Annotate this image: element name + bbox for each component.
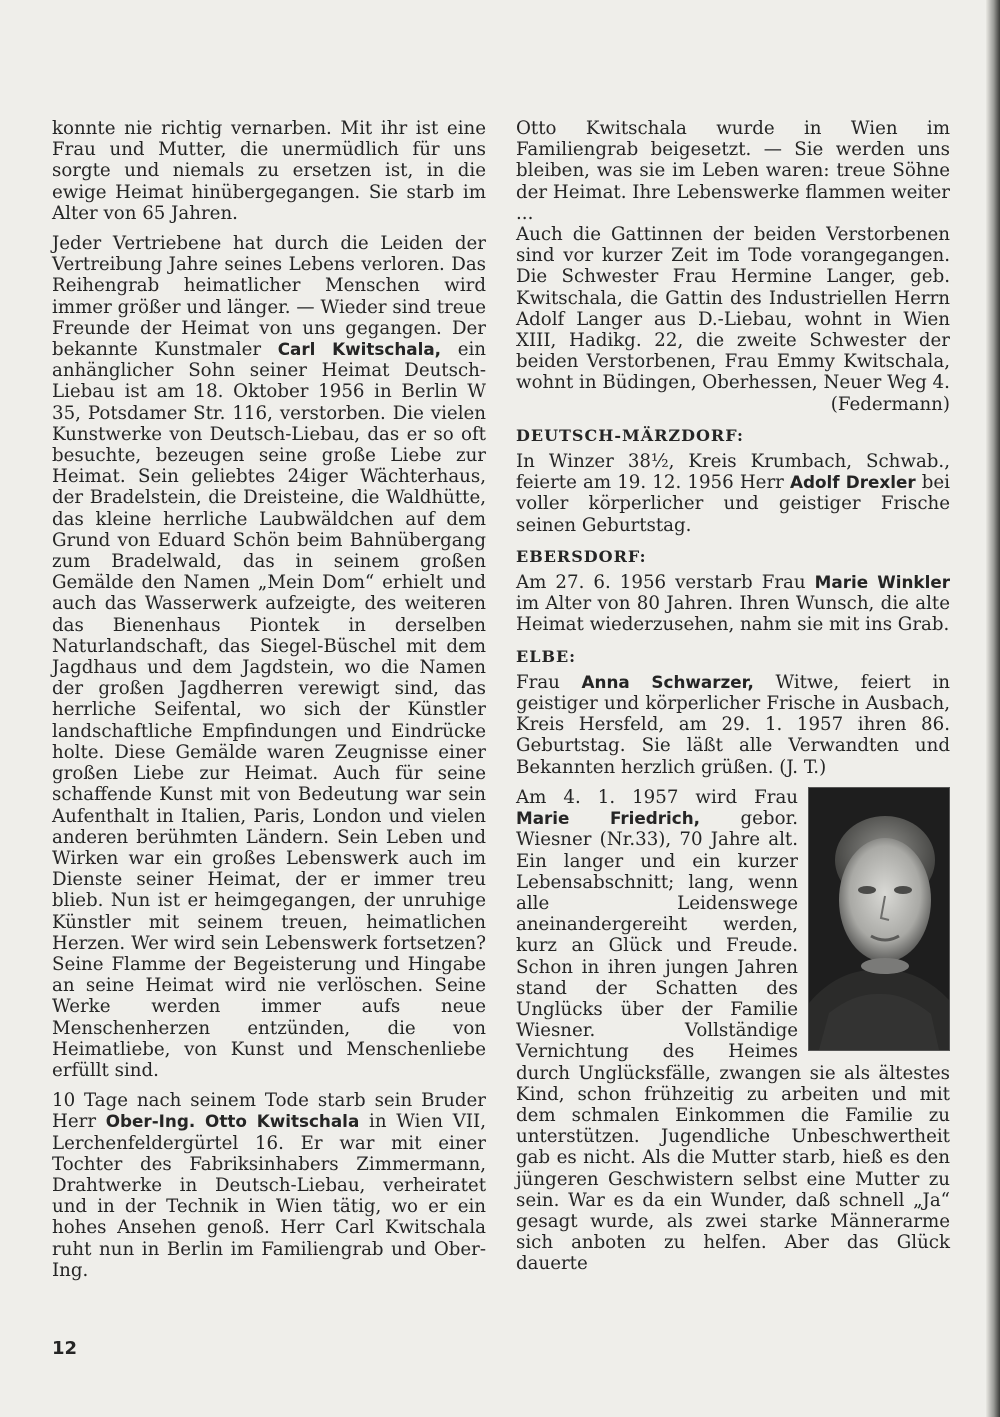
paragraph-text: In Winzer 38½, Kreis Krumbach, Schwab., feierte am 19. 12. 1956 Herr xyxy=(516,451,950,494)
person-name: Anna Schwarzer, xyxy=(581,671,754,692)
section-heading-ebersdorf: EBERSDORF: xyxy=(516,546,647,566)
paragraph-text: 10 Tage nach seinem Tode starb sein Bruder Herr xyxy=(52,1090,486,1133)
paragraph-intro: konnte nie richtig vernarben. Mit ihr ist eine Frau und Mutter, die unermüdlich für uns sorgte und niemals zu ersetzen ist, in die ewige Heimat hinübergegangen. Sie starb im Alter von 65 Jahren. xyxy=(52,118,486,224)
paragraph-drexler xyxy=(516,451,950,536)
paragraph-carl-kwitschala xyxy=(52,233,486,1081)
paragraph-text: Frau xyxy=(516,671,582,693)
paragraph-continuation: Otto Kwitschala wurde in Wien im Familiengrab beigesetzt. — Sie werden uns bleiben, was sie im Leben waren: treue Söhne der Heimat. Ihre Lebenswerke flammen weiter ... xyxy=(516,118,950,224)
paragraph-schwarzer xyxy=(516,672,950,778)
paragraph-text: Jeder Vertriebene hat durch die Leiden der Vertreibung Jahre seines Lebens verloren. Das Reihengrab heimatlicher Menschen wird immer größer und länger. — Wieder sind treue Freunde der Heimat von uns gegangen. Der bekannte Kunstmaler xyxy=(52,233,486,361)
paragraph-text: ein anhänglicher Sohn seiner Heimat Deutsch-Liebau ist am 18. Oktober 1956 in Berlin W 35, Potsdamer Str. 116, verstorben. Die vielen Kunstwerke von Deutsch-Liebau, das er so oft besuchte, bezeugen seine große Liebe zur Heimat. Sein geliebtes 24iger Wächterhaus, der Bradelstein, die Dreisteine, die Waldhütte, das kleine herrliche Laubwäldchen auf dem Grund von Eduard Schön beim Bahnübergang zum Bradelwald, das in seinem großen Gemälde den Namen „Mein Dom“ erhielt und auch das Wasserwerk aufzeigte, des weiteren das Bienenhaus Piontek in derselben Naturlandschaft, das Siegel-Büschel mit dem Jagdhaus und dem Jagdstein, wo die Namen der großen Jagdherren verewigt sind, das herrliche Seifental, wo sich der Künstler landschaftliche Empfindungen und Eindrücke holte. Diese Gemälde waren Zeugnisse einer großen Liebe zur Heimat. Auch für seine schaffende Kunst mit von Bedeutung war sein Aufenthalt in Italien, Paris, London und vielen anderen berühmten Ländern. Sein Leben und Wirken war ein großes Lebenswerk auch im Dienste seiner Heimat, der er immer treu blieb. Nun ist er heimgegangen, der unruhige Künstler mit seinem treuen, heimatlichen Herzen. Wer wird sein Lebenswerk fortsetzen? Seine Flamme der Begeisterung und Hingabe an seine Heimat wird nie verlöschen. Seine Werke werden immer aufs neue Menschenherzen entzünden, die von Heimatliebe, von Kunst und Menschenliebe erfüllt sind. xyxy=(52,339,487,1081)
right-column xyxy=(516,118,950,1275)
section-heading-deutsch-maerzdorf: DEUTSCH-MÄRZDORF: xyxy=(516,425,744,445)
paragraph-wives: Auch die Gattinnen der beiden Verstorbenen sind vor kurzer Zeit im Tode vorangegangen. Die Schwester Frau Hermine Langer, geb. Kwitschala, die Gattin des Industriellen Herrn Adolf Langer aus D.-Liebau, wohnt in Wien XIII, Hadikg. 22, die zweite Schwester der beiden Verstorbenen, Frau Emmy Kwitschala, wohnt in Büdingen, Oberhessen, Neuer Weg 4. xyxy=(516,224,950,394)
section-heading-elbe: ELBE: xyxy=(516,646,577,666)
paragraph-winkler xyxy=(516,572,950,636)
portrait-photo xyxy=(808,787,950,1051)
paragraph-text: Witwe, feiert in geistiger und körperlicher Frische in Ausbach, Kreis Hersfeld, am 29. 1. 1957 ihren 86. Geburtstag. Sie läßt alle Verwandten und Bekannten herzlich grüßen. (J. T.) xyxy=(516,671,950,778)
paragraph-text: im Alter von 80 Jahren. Ihren Wunsch, die alte Heimat wiederzusehen, nahm sie mit ins Grab. xyxy=(516,593,950,636)
paragraph-text: gebor. Wiesner (Nr.33), 70 Jahre alt. Ein langer und ein kurzer Lebensabschnitt; lang, wenn alle Leidenswege aneinandergereiht werden, kurz an Glück und Freude. Schon in ihren jungen Jahren stand der Schatten des Unglücks über der Familie Wiesner. Vollständige Vernichtung des Heimes durch Unglücksfälle, zwangen sie als ältestes Kind, schon frühzeitig zu arbeiten und mit dem schmalen Einkommen die Familie zu unterstützen. Jugendliche Unbeschwertheit gab es nicht. Als die Mutter starb, hieß es den jüngeren Geschwistern selbst eine Mutter zu sein. War es da ein Wunder, daß schnell „Ja“ gesagt wurde, als zwei starke Männerarme sich anboten zu helfen. Aber das Glück dauerte xyxy=(516,808,950,1275)
page-number: 12 xyxy=(52,1338,78,1359)
paragraph-text: Am 27. 6. 1956 verstarb Frau xyxy=(516,572,815,594)
person-name: Ober-Ing. Otto Kwitschala xyxy=(105,1111,360,1132)
person-name: Marie Friedrich, xyxy=(516,808,701,829)
paragraph-otto-kwitschala xyxy=(52,1090,486,1281)
person-name: Marie Winkler xyxy=(814,572,950,593)
portrait-image xyxy=(809,788,949,1050)
author-signature: (Federmann) xyxy=(830,393,950,415)
paragraph-text: in Wien VII, Lerchenfeldergürtel 16. Er war mit einer Tochter des Fabriksinhabers Zimmermann, Drahtwerke in Deutsch-Liebau, verheiratet und in der Technik in Wien tätig, wo er ein hohes Ansehen genoß. Herr Carl Kwitschala ruht nun in Berlin im Familiengrab und Ober-Ing. xyxy=(52,1111,486,1281)
person-name: Adolf Drexler xyxy=(790,472,916,493)
paragraph-text: Am 4. 1. 1957 wird Frau xyxy=(516,786,798,808)
page-edge-shadow xyxy=(986,0,1000,1417)
left-column xyxy=(52,118,486,1281)
person-name: Carl Kwitschala, xyxy=(277,339,442,360)
paragraph-text: bei voller körperlicher und geistiger Frische seinen Geburtstag. xyxy=(516,472,950,536)
